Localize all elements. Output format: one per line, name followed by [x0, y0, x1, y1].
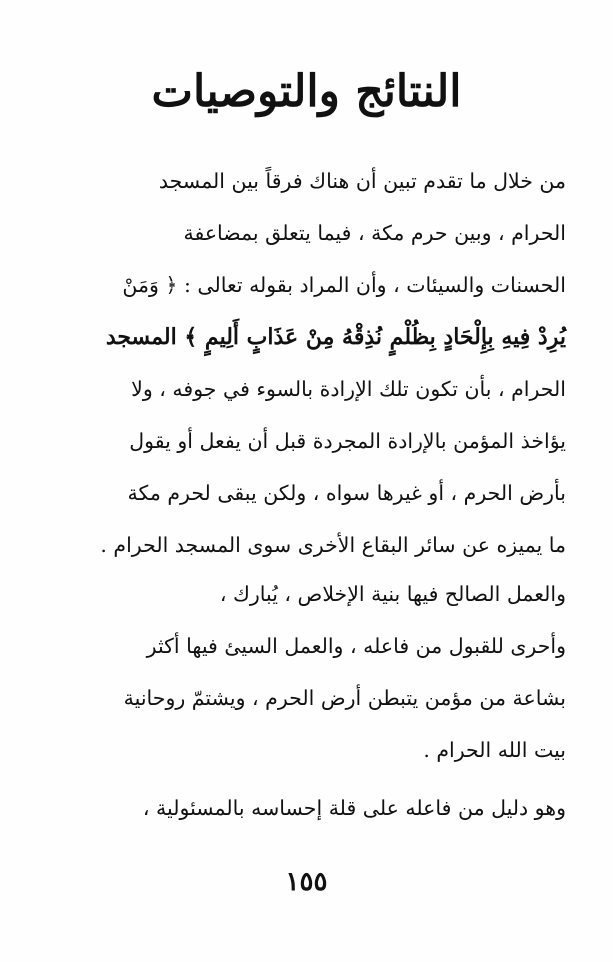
text-line: من خلال ما تقدم تبين أن هناك فرقاً بين المسجد [158, 169, 566, 193]
text-line: بشاعة من مؤمن يتبطن أرض الحرم ، ويشتمّ روحانية [123, 686, 566, 710]
text-line: الحرام ، وبين حرم مكة ، فيما يتعلق بمضاعفة [183, 221, 566, 245]
text-line: وهو دليل من فاعله على قلة إحساسه بالمسئولية ، [142, 796, 566, 820]
paragraph-2 [48, 568, 566, 776]
text-line: الحسنات والسيئات ، وأن المراد بقوله تعالى : ﴿ وَمَنْ [122, 273, 566, 297]
page-number: ١٥٥ [285, 867, 328, 897]
text-line: وأحرى للقبول من فاعله ، والعمل السيئ فيها أكثر [146, 634, 566, 658]
text-line: والعمل الصالح فيها بنية الإخلاص ، يُبارك ، [219, 582, 566, 606]
text-line: يؤاخذ المؤمن بالإرادة المجردة قبل أن يفعل أو يقول [129, 429, 566, 453]
paragraph-3 [48, 782, 566, 834]
text-line: بيت الله الحرام . [423, 738, 566, 762]
text-line: بأرض الحرم ، أو غيرها سواه ، ولكن يبقى لحرم مكة [127, 481, 566, 505]
page-title: النتائج والتوصيات [151, 66, 462, 117]
quran-verse-line: يُرِدْ فِيهِ بِإِلْحَادٍ بِظُلْمٍ نُذِقْهُ مِنْ عَذَابٍ أَلِيمٍ ﴾ المسجد [105, 324, 566, 350]
paragraph-1 [48, 155, 566, 571]
text-line: ما يميزه عن سائر البقاع الأخرى سوى المسجد الحرام . [100, 533, 566, 557]
text-line: الحرام ، بأن تكون تلك الإرادة بالسوء في جوفه ، ولا [131, 377, 566, 401]
